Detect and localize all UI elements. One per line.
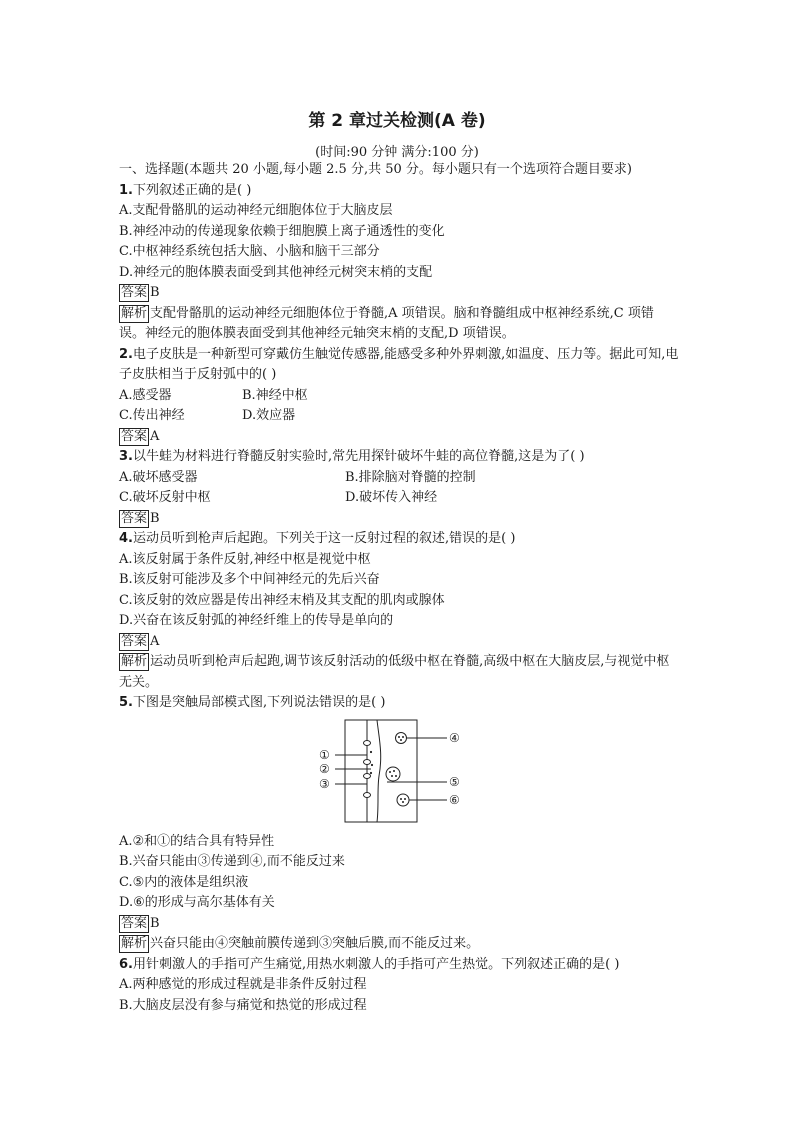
q2-option-d: D.效应器 xyxy=(242,408,296,423)
q6-option-b: B.大脑皮层没有参与痛觉和热觉的形成过程 xyxy=(119,997,367,1013)
q2-options-row-1 xyxy=(119,386,679,407)
synaptic-vesicle xyxy=(386,767,400,781)
q5-analysis: 解析 兴奋只能由④突触前膜传递到③突触后膜,而不能反过来。 xyxy=(121,936,480,951)
q2-option-b: B.神经中枢 xyxy=(242,387,308,403)
q4-option-b: B.该反射可能涉及多个中间神经元的先后兴奋 xyxy=(119,572,380,587)
analysis-tag: 解析 xyxy=(121,654,148,669)
question-6-stem: 6.用针刺激人的手指可产生痛觉,用热水刺激人的手指可产生热觉。下列叙述正确的是( ) xyxy=(119,956,620,972)
q4-answer: 答案 A xyxy=(121,633,160,649)
receptor xyxy=(364,792,371,797)
vesicle-dot xyxy=(400,739,402,741)
q3-option-d: D.破坏传入神经 xyxy=(345,490,438,505)
question-number: 3. xyxy=(119,449,133,464)
question-3-stem: 3.以牛蛙为材料进行脊髓反射实验时,常先用探针破坏牛蛙的高位脊髓,这是为了( ) xyxy=(119,449,585,464)
answer-tag: 答案 xyxy=(121,428,148,444)
question-number: 1. xyxy=(119,182,133,198)
q3-answer: 答案 B xyxy=(121,510,160,526)
label-4: ④ xyxy=(449,730,460,745)
presynaptic-membrane xyxy=(377,720,381,822)
q4-option-d: D.兴奋在该反射弧的神经纤维上的传导是单向的 xyxy=(119,613,394,628)
vesicle-top xyxy=(396,732,407,743)
question-number: 4. xyxy=(119,531,133,546)
q2-option-a: A.感受器 xyxy=(119,387,172,403)
label-2: ② xyxy=(319,761,330,776)
vesicle-dot xyxy=(389,771,391,773)
vesicle-dot xyxy=(402,736,404,738)
answer-tag: 答案 xyxy=(121,285,148,300)
q2-option-c: C.传出神经 xyxy=(119,408,185,423)
label-1: ① xyxy=(319,747,330,762)
vesicle-dot xyxy=(393,770,395,772)
question-2-stem: 2.电子皮肤是一种新型可穿戴仿生触觉传感器,能感受多种外界刺激,如温度、压力等。据此可知,电子皮肤相当于反射弧中的( ) xyxy=(119,346,679,382)
q1-option-d: D.神经元的胞体膜表面受到其他神经元树突末梢的支配 xyxy=(119,264,433,280)
label-5: ⑤ xyxy=(449,774,460,789)
question-number: 6. xyxy=(119,956,133,972)
q5-answer: 答案 B xyxy=(121,915,160,931)
q4-analysis: 解析 运动员听到枪声后起跑,调节该反射活动的低级中枢在脊髓,高级中枢在大脑皮层,与视觉中枢无关。 xyxy=(119,654,670,690)
synapse-diagram xyxy=(317,718,477,826)
transmitter-dot xyxy=(370,771,372,773)
q1-option-b: B.神经冲动的传递现象依赖于细胞膜上离子通透性的变化 xyxy=(119,223,445,239)
vesicle-bottom xyxy=(397,794,409,806)
q5-option-d: D.⑥的形成与高尔基体有关 xyxy=(119,895,275,910)
q2-options-row-2 xyxy=(119,406,679,427)
q5-option-b: B.兴奋只能由③传递到④,而不能反过来 xyxy=(119,854,345,869)
q3-options-row-2 xyxy=(119,488,679,509)
analysis-tag: 解析 xyxy=(121,305,148,321)
q2-answer: 答案 A xyxy=(121,428,160,444)
q5-option-c: C.⑤内的液体是组织液 xyxy=(119,874,249,890)
q1-answer: 答案 B xyxy=(121,285,160,300)
vesicle-dot xyxy=(395,775,397,777)
transmitter-dot xyxy=(370,750,372,752)
label-3: ③ xyxy=(319,776,330,791)
question-number: 2. xyxy=(119,346,133,362)
question-5-stem: 5.下图是突触局部模式图,下列说法错误的是( ) xyxy=(119,695,386,710)
exam-time-info: (时间:90 分钟 满分:100 分) xyxy=(315,145,479,160)
page-title: 第 2 章过关检测(A 卷) xyxy=(308,111,486,131)
q4-option-a: A.该反射属于条件反射,神经中枢是视觉中枢 xyxy=(119,551,371,567)
q3-option-c: C.破坏反射中枢 xyxy=(119,490,211,505)
question-number: 5. xyxy=(119,695,133,710)
q3-options-row-1 xyxy=(119,468,679,489)
vesicle-dot xyxy=(400,798,402,800)
receptor xyxy=(364,759,371,764)
q5-option-a: A.②和①的结合具有特异性 xyxy=(119,833,275,849)
q6-option-a: A.两种感觉的形成过程就是非条件反射过程 xyxy=(119,977,367,992)
receptor xyxy=(364,740,371,745)
answer-tag: 答案 xyxy=(121,915,148,931)
q4-option-c: C.该反射的效应器是传出神经末梢及其支配的肌肉或腺体 xyxy=(119,592,445,608)
answer-tag: 答案 xyxy=(121,510,148,526)
vesicle-dot xyxy=(402,801,404,803)
section-heading: 一、选择题(本题共 20 小题,每小题 2.5 分,共 50 分。每小题只有一个选项符合题目要求) xyxy=(119,162,632,177)
answer-tag: 答案 xyxy=(121,633,148,649)
vesicle-dot xyxy=(398,736,400,738)
question-1-stem: 1.下列叙述正确的是( ) xyxy=(119,182,252,198)
question-4-stem: 4.运动员听到枪声后起跑。下列关于这一反射过程的叙述,错误的是( ) xyxy=(119,531,516,546)
q1-option-c: C.中枢神经系统包括大脑、小脑和脑干三部分 xyxy=(119,244,380,259)
receptor xyxy=(364,773,371,778)
transmitter-dot xyxy=(371,763,373,765)
vesicle-dot xyxy=(404,798,406,800)
q3-option-a: A.破坏感受器 xyxy=(119,469,198,485)
analysis-tag: 解析 xyxy=(121,936,148,951)
question-list xyxy=(119,160,679,1016)
q1-option-a: A.支配骨骼肌的运动神经元细胞体位于大脑皮层 xyxy=(119,203,393,218)
q1-analysis: 解析 支配骨骼肌的运动神经元细胞体位于脊髓,A 项错误。脑和脊髓组成中枢神经系统,C 项错误。神经元的胞体膜表面受到其他神经元轴突末梢的支配,D 项错误。 xyxy=(119,305,654,341)
label-6: ⑥ xyxy=(449,792,460,807)
q3-option-b: B.排除脑对脊髓的控制 xyxy=(345,469,476,485)
vesicle-dot xyxy=(391,775,393,777)
